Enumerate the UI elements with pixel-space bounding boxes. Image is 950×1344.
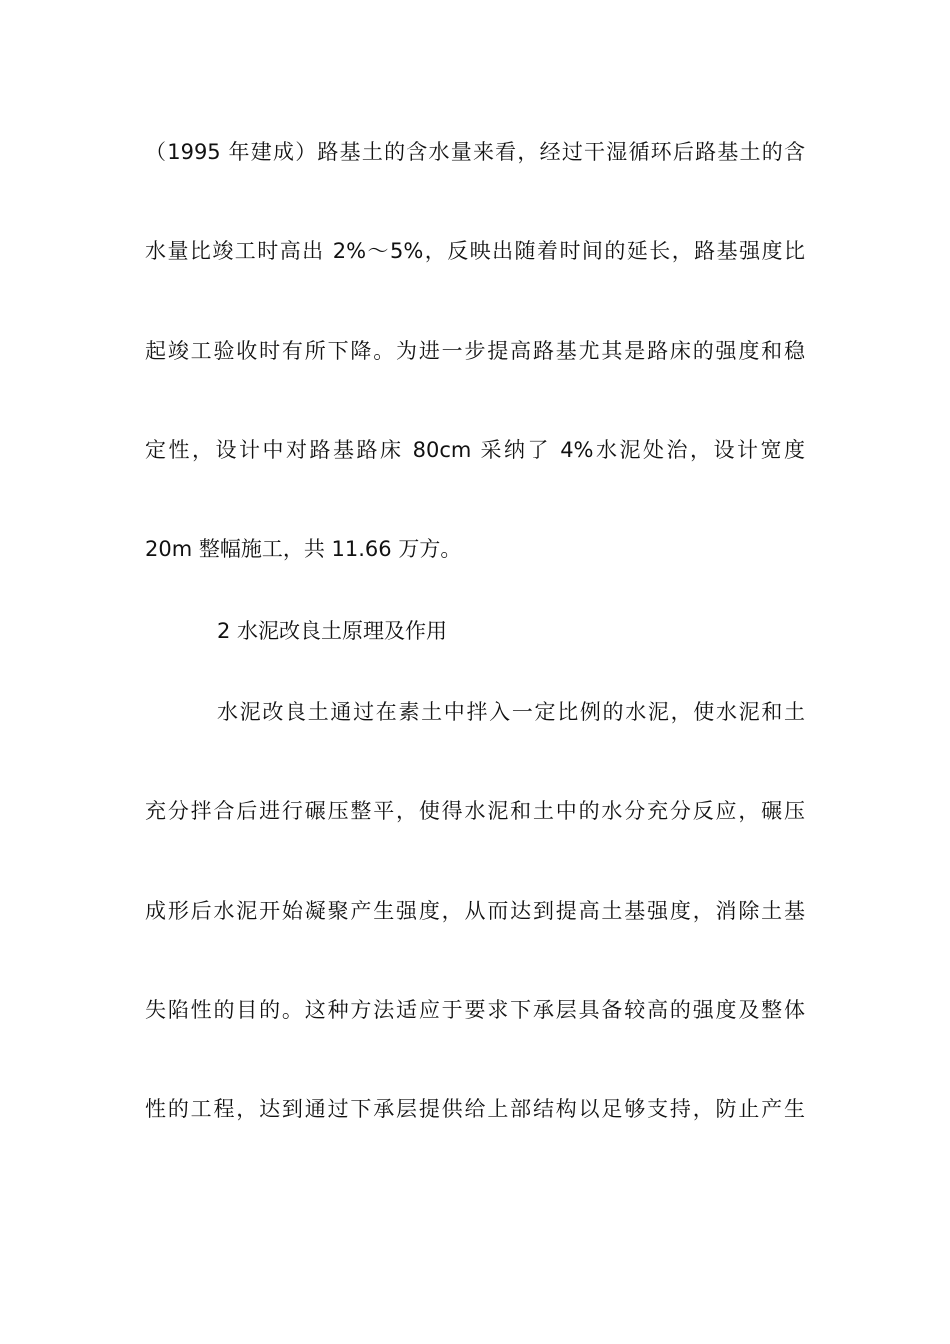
paragraph-2-line-2: 充分拌合后进行碾压整平，使得水泥和土中的水分充分反应，碾压: [145, 799, 805, 823]
paragraph-2-line-5: 性的工程，达到通过下承层提供给上部结构以足够支持，防止产生: [145, 1097, 805, 1121]
paragraph-1-line-2: 水量比竣工时高出 2%～5%，反映出随着时间的延长，路基强度比: [145, 239, 805, 263]
paragraph-2-line-3: 成形后水泥开始凝聚产生强度，从而达到提高土基强度，消除土基: [145, 899, 805, 923]
paragraph-1-line-3: 起竣工验收时有所下降。为进一步提高路基尤其是路床的强度和稳: [145, 339, 805, 363]
paragraph-1-line-4: 定性，设计中对路基路床 80cm 采纳了 4%水泥处治，设计宽度: [145, 438, 805, 462]
paragraph-2-line-4: 失陷性的目的。这种方法适应于要求下承层具备较高的强度及整体: [145, 998, 805, 1022]
section-heading: 2 水泥改良土原理及作用: [217, 619, 448, 643]
paragraph-2-line-1: 水泥改良土通过在素土中拌入一定比例的水泥，使水泥和土: [217, 700, 805, 724]
paragraph-1-line-5: 20m 整幅施工，共 11.66 万方。: [145, 537, 462, 561]
paragraph-1-line-1: （1995 年建成）路基土的含水量来看，经过干湿循环后路基土的含: [145, 140, 805, 164]
